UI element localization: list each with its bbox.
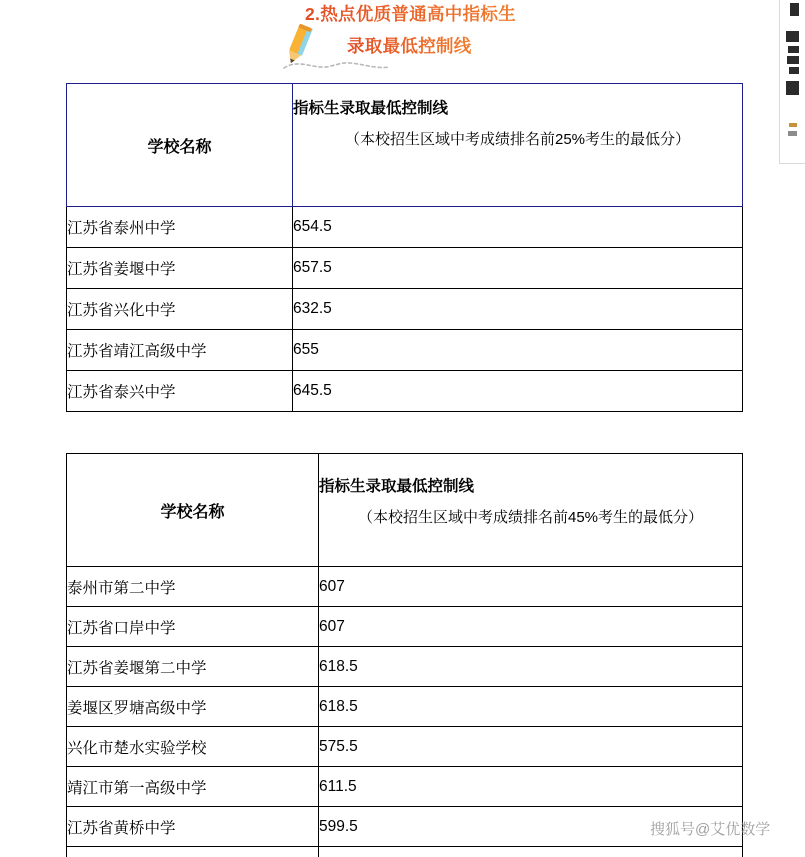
table-row — [67, 767, 743, 807]
school-name-cell: 江苏省靖江高级中学 — [67, 330, 293, 371]
clipped-text-fragment — [788, 131, 797, 136]
table-row — [67, 727, 743, 767]
score-cell: 611.5 — [319, 767, 743, 807]
school-name-cell: 靖江市第一高级中学 — [67, 767, 319, 807]
table-row — [67, 289, 743, 330]
table-row — [67, 371, 743, 412]
school-name-cell: 江苏省黄桥中学 — [67, 807, 319, 847]
school-name-cell: 姜堰区罗塘高级中学 — [67, 687, 319, 727]
pencil-icon — [278, 24, 408, 72]
clipped-text-fragment — [786, 31, 799, 42]
school-name-cell: 江苏省姜堰中学 — [67, 248, 293, 289]
school-name-cell-clipped — [67, 847, 319, 857]
table-row — [67, 330, 743, 371]
score-cell: 607 — [319, 567, 743, 607]
table-row — [67, 607, 743, 647]
indicator-score-table-45pct — [66, 453, 743, 857]
school-name-cell: 江苏省泰州中学 — [67, 207, 293, 248]
column-header-score-sub: （本校招生区域中考成绩排名前45%考生的最低分） — [319, 509, 742, 528]
column-header-score-sub: （本校招生区域中考成绩排名前25%考生的最低分） — [293, 131, 742, 150]
right-side-clipped-panel — [779, 0, 805, 164]
watermark: 搜狐号@艾优数学 — [650, 818, 770, 839]
page-title-block — [0, 0, 742, 78]
school-name-cell: 兴化市楚水实验学校 — [67, 727, 319, 767]
score-cell: 645.5 — [293, 371, 743, 412]
score-cell: 655 — [293, 330, 743, 371]
score-cell: 632.5 — [293, 289, 743, 330]
table-header-row — [67, 84, 743, 207]
clipped-text-fragment — [789, 67, 799, 74]
table-row — [67, 687, 743, 727]
column-header-score — [293, 84, 743, 207]
column-header-score — [319, 454, 743, 567]
table-row — [67, 248, 743, 289]
school-name-cell: 江苏省口岸中学 — [67, 607, 319, 647]
column-header-school: 学校名称 — [67, 84, 293, 207]
school-name-cell: 江苏省泰兴中学 — [67, 371, 293, 412]
score-cell: 599.5 — [319, 807, 743, 847]
score-cell: 607 — [319, 607, 743, 647]
column-header-school: 学校名称 — [67, 454, 319, 567]
clipped-text-fragment — [789, 123, 797, 127]
score-cell: 618.5 — [319, 687, 743, 727]
table-row-partial-clipped — [67, 847, 743, 857]
table-header-row — [67, 454, 743, 567]
score-cell: 575.5 — [319, 727, 743, 767]
table-row — [67, 647, 743, 687]
indicator-score-table-25pct — [66, 83, 743, 412]
school-name-cell: 泰州市第二中学 — [67, 567, 319, 607]
school-name-cell: 江苏省姜堰第二中学 — [67, 647, 319, 687]
score-cell: 618.5 — [319, 647, 743, 687]
clipped-text-fragment — [790, 3, 799, 16]
column-header-score-main: 指标生录取最低控制线 — [319, 478, 742, 497]
school-name-cell: 江苏省兴化中学 — [67, 289, 293, 330]
page-title-line-2: 录取最低控制线 — [347, 33, 472, 58]
table-row — [67, 207, 743, 248]
clipped-text-fragment — [788, 46, 799, 53]
clipped-text-fragment — [787, 56, 799, 64]
score-cell: 654.5 — [293, 207, 743, 248]
table-row — [67, 567, 743, 607]
column-header-score-main: 指标生录取最低控制线 — [293, 100, 742, 119]
table-row — [67, 807, 743, 847]
page-title-line-1: 2.热点优质普通高中指标生 — [305, 1, 516, 26]
clipped-text-fragment — [786, 81, 799, 95]
score-cell-clipped — [319, 847, 743, 857]
score-cell: 657.5 — [293, 248, 743, 289]
